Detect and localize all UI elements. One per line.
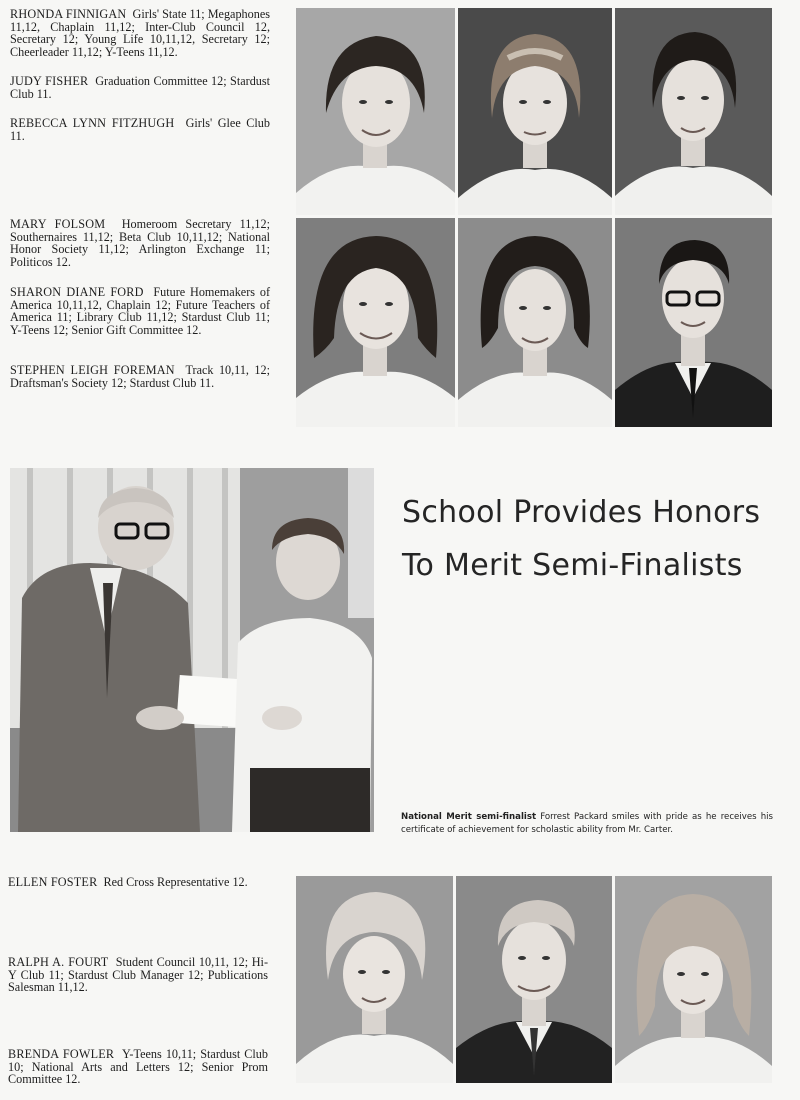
- student-name: MARY FOLSOM: [10, 217, 106, 231]
- article-headline: [402, 486, 782, 592]
- caption-lead: National Merit semi-finalist: [401, 812, 537, 822]
- student-activities: Girls' State 11; Megaphones 11,12, Chaplain 11,12; Inter-Club Council 12, Secretary 12; Young Life 10,11,12, Secretary 12; Cheerleader 11,12; Y-Teens 11,12.: [10, 7, 270, 59]
- student-activities: Red Cross Representative 12.: [103, 875, 248, 889]
- student-activities: Track 10,11, 12; Draftsman's Society 12; Stardust Club 11.: [10, 363, 271, 390]
- student-name: RALPH A. FOURT: [8, 955, 109, 969]
- student-activities: Homeroom Secretary 11,12; Southernaires 11,12; Beta Club 10,11,12; National Honor Society 11,12; Arlington Exchange 11; Politicos 12.: [10, 217, 270, 269]
- student-activities: Graduation Committee 12; Stardust Club 11.: [10, 74, 271, 101]
- portrait-sharon-ford: [458, 218, 612, 427]
- portrait-judy-fisher: [458, 8, 612, 215]
- photo-caption: [401, 811, 773, 837]
- portrait-brenda-fowler: [615, 876, 772, 1083]
- student-activities: Girls' Glee Club 11.: [10, 116, 270, 143]
- bio-brenda-fowler: [8, 1048, 268, 1086]
- bio-mary-folsom: [10, 218, 270, 268]
- portrait-mary-folsom: [296, 218, 455, 427]
- student-activities: Student Council 10,11, 12; Hi-Y Club 11; Stardust Club Manager 12; Publications Salesman 11,12.: [8, 955, 269, 995]
- headline-line-1: School Provides Honors: [402, 495, 761, 530]
- student-name: STEPHEN LEIGH FOREMAN: [10, 363, 175, 377]
- bio-rhonda-finnigan: [10, 8, 270, 58]
- student-name: JUDY FISHER: [10, 74, 89, 88]
- student-name: BRENDA FOWLER: [8, 1047, 115, 1061]
- student-activities: Y-Teens 10,11; Stardust Club 10; National Arts and Letters 12; Senior Prom Committee 12.: [8, 1047, 268, 1087]
- portrait-ellen-foster: [296, 876, 453, 1083]
- portrait-rebecca-fitzhugh: [615, 8, 772, 215]
- candid-photo-merit-certificate: [10, 468, 374, 832]
- bio-rebecca-fitzhugh: [10, 117, 270, 142]
- portrait-ralph-fourt: [456, 876, 612, 1083]
- caption-text: Forrest Packard smiles with pride as he receives his certificate of achievement for scholastic ability from Mr. Carter.: [401, 812, 774, 835]
- student-name: SHARON DIANE FORD: [10, 285, 144, 299]
- portrait-rhonda-finnigan: [296, 8, 455, 215]
- headline-line-2: To Merit Semi-Finalists: [402, 548, 743, 583]
- student-name: ELLEN FOSTER: [8, 875, 98, 889]
- bio-judy-fisher: [10, 75, 270, 100]
- student-activities: Future Homemakers of America 10,11,12, Chaplain 12; Future Teachers of America 11; Library Club 11,12; Stardust Club 11; Y-Teens 12; Senior Gift Committee 12.: [10, 285, 270, 337]
- bio-ralph-fourt: [8, 956, 268, 994]
- student-name: REBECCA LYNN FITZHUGH: [10, 116, 175, 130]
- bio-ellen-foster: [8, 876, 268, 889]
- bio-stephen-foreman: [10, 364, 270, 389]
- bio-sharon-ford: [10, 286, 270, 336]
- student-name: RHONDA FINNIGAN: [10, 7, 127, 21]
- portrait-stephen-foreman: [615, 218, 772, 427]
